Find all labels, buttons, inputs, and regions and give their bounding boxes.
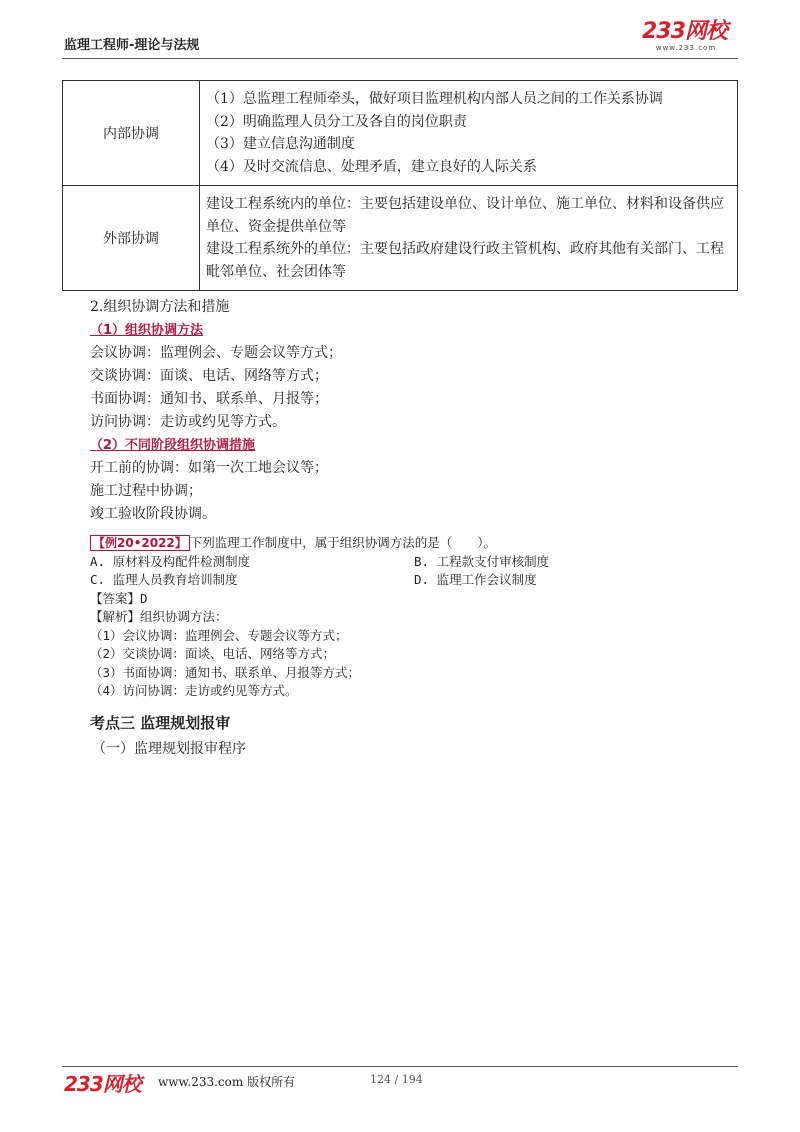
footer-copyright: www.233.com 版权所有 [158,1075,296,1089]
example-answer: 【答案】D [90,590,148,606]
analysis-item: （1）会议协调：监理例会、专题会议等方式； [90,627,348,643]
measure-item: 开工前的协调：如第一次工地会议等； [90,460,328,476]
table-row [63,81,738,186]
footer-logo: 233网校 [64,1072,141,1096]
logo-main-text: 233网校 [642,19,727,44]
analysis-item: （2）交谈协调：面谈、电话、网络等方式； [90,646,336,661]
row-line: 建设工程系统外的单位：主要包括政府建设行政主管机构、政府其他有关部门、工程毗邻单位、社会团体等 [206,241,724,280]
example-question-line [90,534,496,553]
page-number: 124 / 194 [370,1073,423,1086]
method-item: 访问协调：走访或约见等方式。 [90,414,286,430]
option-a: A. 原材料及构配件检测制度 [90,553,251,569]
table-row [63,186,738,291]
coordination-table [62,80,738,291]
section-heading: 2.组织协调方法和措施 [90,299,230,315]
header-divider [62,58,738,59]
measure-item: 竣工验收阶段协调。 [90,506,216,522]
example-tag: 【例20•2022】 [90,535,190,551]
method-item: 会议协调：监理例会、专题会议等方式； [90,345,342,361]
section3-subheading: （一）监理规划报审程序 [92,741,246,757]
option-b: B. 工程款支付审核制度 [414,553,550,569]
method-item: 书面协调：通知书、联系单、月报等； [90,391,328,407]
row-line: （2）明确监理人员分工及各自的岗位职责 [206,113,467,130]
option-row [90,553,550,572]
brand-logo [642,20,730,54]
footer-divider [62,1066,738,1067]
option-row [90,571,537,590]
row-line: （3）建立信息沟通制度 [206,136,355,152]
analysis-title: 【解析】组织协调方法： [90,609,228,624]
measure-item: 施工过程中协调； [90,483,202,499]
row-line: 建设工程系统内的单位：主要包括建设单位、设计单位、施工单位、材料和设备供应单位、资金提供单位等 [206,196,724,235]
row-content [200,186,738,291]
method-item: 交谈协调：面谈、电话、网络等方式； [90,368,328,384]
row-line: （4）及时交流信息、处理矛盾，建立良好的人际关系 [206,158,537,175]
subheading-measures [90,434,255,457]
section3-heading: 考点三 监理规划报审 [90,714,231,732]
analysis-item: （4）访问协调：走访或约见等方式。 [90,683,298,698]
subheading-methods-text: （1）组织协调方法 [90,323,204,338]
example-block [90,534,550,701]
row-label: 内部协调 [63,81,200,186]
header-title: 监理工程师-理论与法规 [64,38,200,53]
example-question: 下列监理工作制度中，属于组织协调方法的是（ ）。 [189,535,497,550]
logo-sub-text: www.233.com [655,44,717,52]
option-d: D. 监理工作会议制度 [414,572,537,587]
row-line: （1）总监理工程师牵头，做好项目监理机构内部人员之间的工作关系协调 [206,91,663,107]
subheading-methods [90,319,203,342]
row-content [200,81,738,186]
option-c: C. 监理人员教育培训制度 [90,572,238,587]
row-label: 外部协调 [63,186,200,291]
subheading-measures-text: （2）不同阶段组织协调措施 [90,438,256,453]
analysis-item: （3）书面协调：通知书、联系单、月报等方式； [90,664,361,680]
